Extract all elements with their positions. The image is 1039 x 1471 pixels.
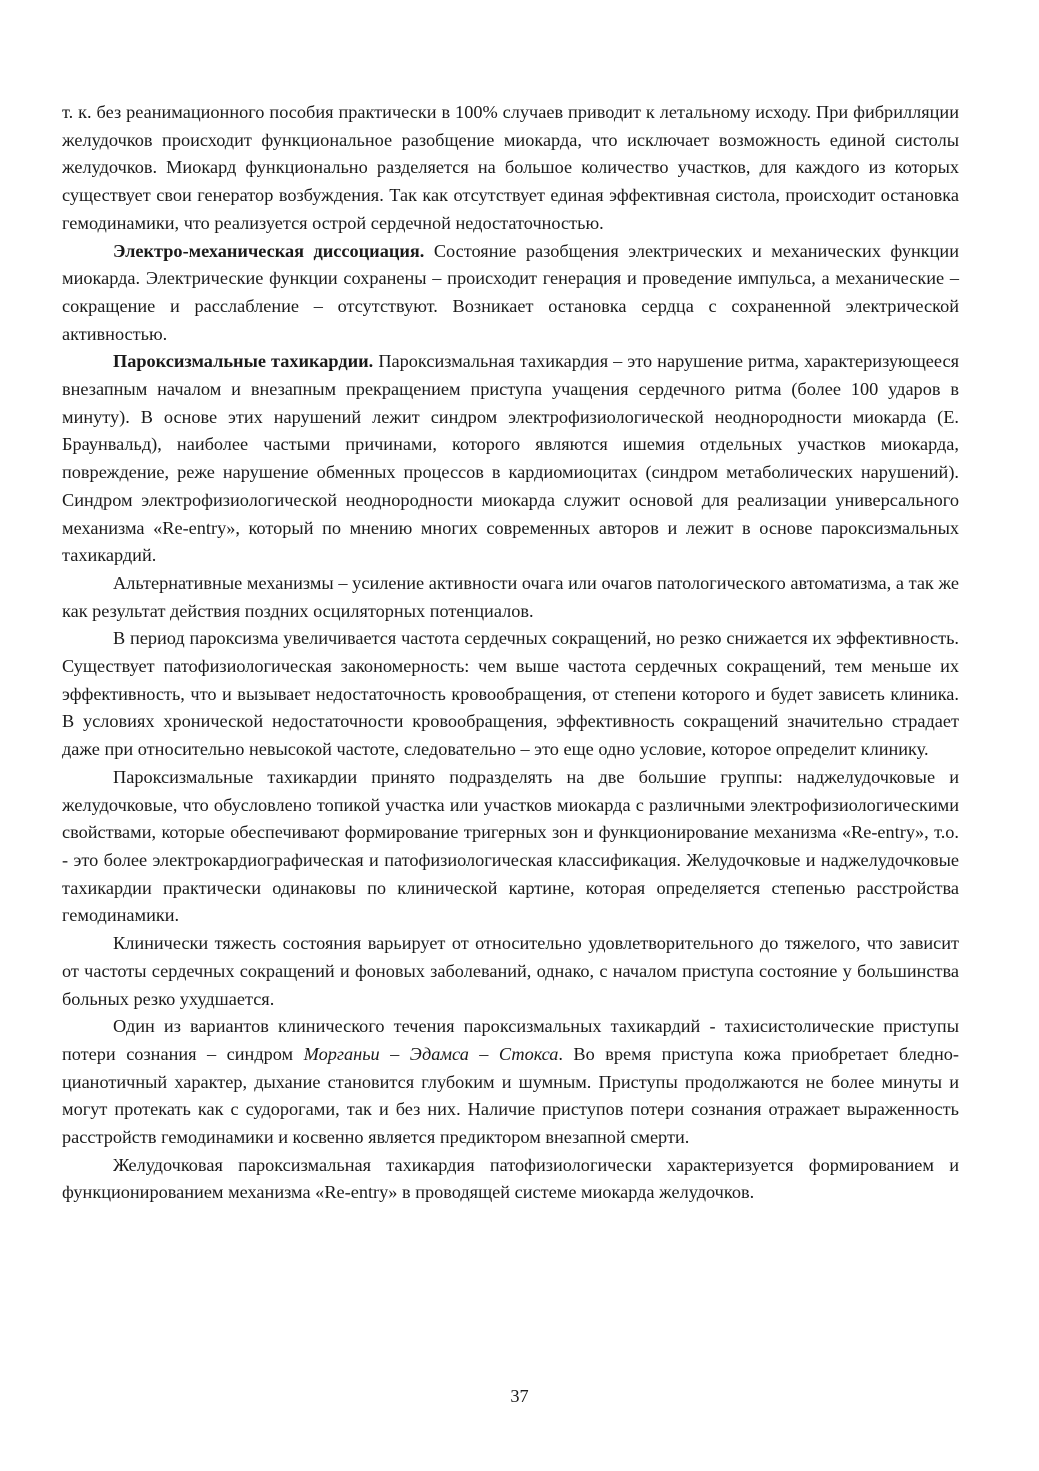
paragraph-classification: Пароксизмальные тахикардии принято подразделять на две большие группы: наджелудочковые и желудочковые, что обусловлено топикой участка или участков миокарда с различными электрофизиологическими свойствами, которые обеспечивают формирование тригерных зон и функционирование механизма «Re-entry», т.о. - это более электрокардиографическая и патофизиологическая классификация. Желудочковые и наджелудочковые тахикардии практически одинаковы по клинической картине, которая определяется степенью расстройства гемодинамики.: [62, 766, 959, 926]
paragraph-emd: [62, 238, 959, 349]
paragraph-mas-after: . Во время приступа кожа приобретает бледно-цианотичный характер, дыхание становится глубоким и шумным. Приступы продолжаются не более минуты и могут протекать как с судорогами, так и без них. Наличие приступов потери сознания отражает выраженность расстройств гемодинамики и косвенно является предиктором внезапной смерти.: [62, 1043, 960, 1148]
heading-emd: Электро-механическая диссоциация.: [113, 240, 425, 261]
heading-paroxysmal: Пароксизмальные тахикардии.: [113, 351, 374, 372]
paragraph-mas-syndrome: [62, 1013, 959, 1152]
paragraph-emd-text: Состояние разобщения электрических и механических функции миокарда. Электрические функции сохранены – происходит генерация и проведение импульса, а механические – сокращение и расслабление – отсутствуют. Возникает остановка сердца с сохраненной электрической активностью.: [62, 240, 959, 344]
paragraph-paroxysmal: [62, 348, 959, 570]
page-number: 37: [510, 1386, 529, 1406]
document-body: [62, 99, 959, 1207]
syndrome-name: Морганьи – Эдамса – Стокса: [303, 1043, 559, 1064]
paragraph-paroxysmal-text: Пароксизмальная тахикардия – это нарушение ритма, характеризующееся внезапным началом и внезапным прекращением приступа учащения сердечного ритма (более 100 ударов в минуту). В основе этих нарушений лежит синдром электрофизиологической неоднородности миокарда (Е. Браунвальд), наиболее частыми причинами, которого являются ишемия отдельных участков миокарда, повреждение, реже нарушение обменных процессов в кардиомиоцитах (синдром метаболических нарушений). Синдром электрофизиологической неоднородности миокарда служит основой для реализации универсального механизма «Re-entry», который по мнению многих современных авторов и лежит в основе пароксизмальных тахикардий.: [62, 351, 959, 566]
paragraph-paroxysm-period: В период пароксизма увеличивается частота сердечных сокращений, но резко снижается их эффективность. Существует патофизиологическая закономерность: чем выше частота сердечных сокращений, тем меньше их эффективность, что и вызывает недостаточность кровообращения, от степени которого и будет зависеть клиника. В условиях хронической недостаточности кровообращения, эффективность сокращений значительно страдает даже при относительно невысокой частоте, следовательно – это еще одно условие, которое определит клинику.: [62, 628, 959, 760]
paragraph-ventricular-tachycardia: Желудочковая пароксизмальная тахикардия патофизиологически характеризуется формированием и функционированием механизма «Re-entry» в проводящей системе миокарда желудочков.: [62, 1154, 959, 1203]
paragraph-mas-before: Один из вариантов клинического течения пароксизмальных тахикардий - тахисистолические приступы потери сознания – синдром: [62, 1016, 959, 1064]
paragraph-fibrillation: т. к. без реанимационного пособия практически в 100% случаев приводит к летальному исходу. При фибрилляции желудочков происходит функциональное разобщение миокарда, что исключает возможность единой систолы желудочков. Миокард функционально разделяется на большое количество участков, для каждого из которых существует свои генератор возбуждения. Так как отсутствует единая эффективная систола, происходит остановка гемодинамики, что реализуется острой сердечной недостаточностью.: [62, 102, 959, 233]
paragraph-alternative-mechanisms: Альтернативные механизмы – усиление активности очага или очагов патологического автоматизма, а так же как результат действия поздних осциляторных потенциалов.: [62, 572, 959, 621]
paragraph-clinical-severity: Клинически тяжесть состояния варьирует от относительно удовлетворительного до тяжелого, что зависит от частоты сердечных сокращений и фоновых заболеваний, однако, с началом приступа состояние у большинства больных резко ухудшается.: [62, 933, 959, 1009]
